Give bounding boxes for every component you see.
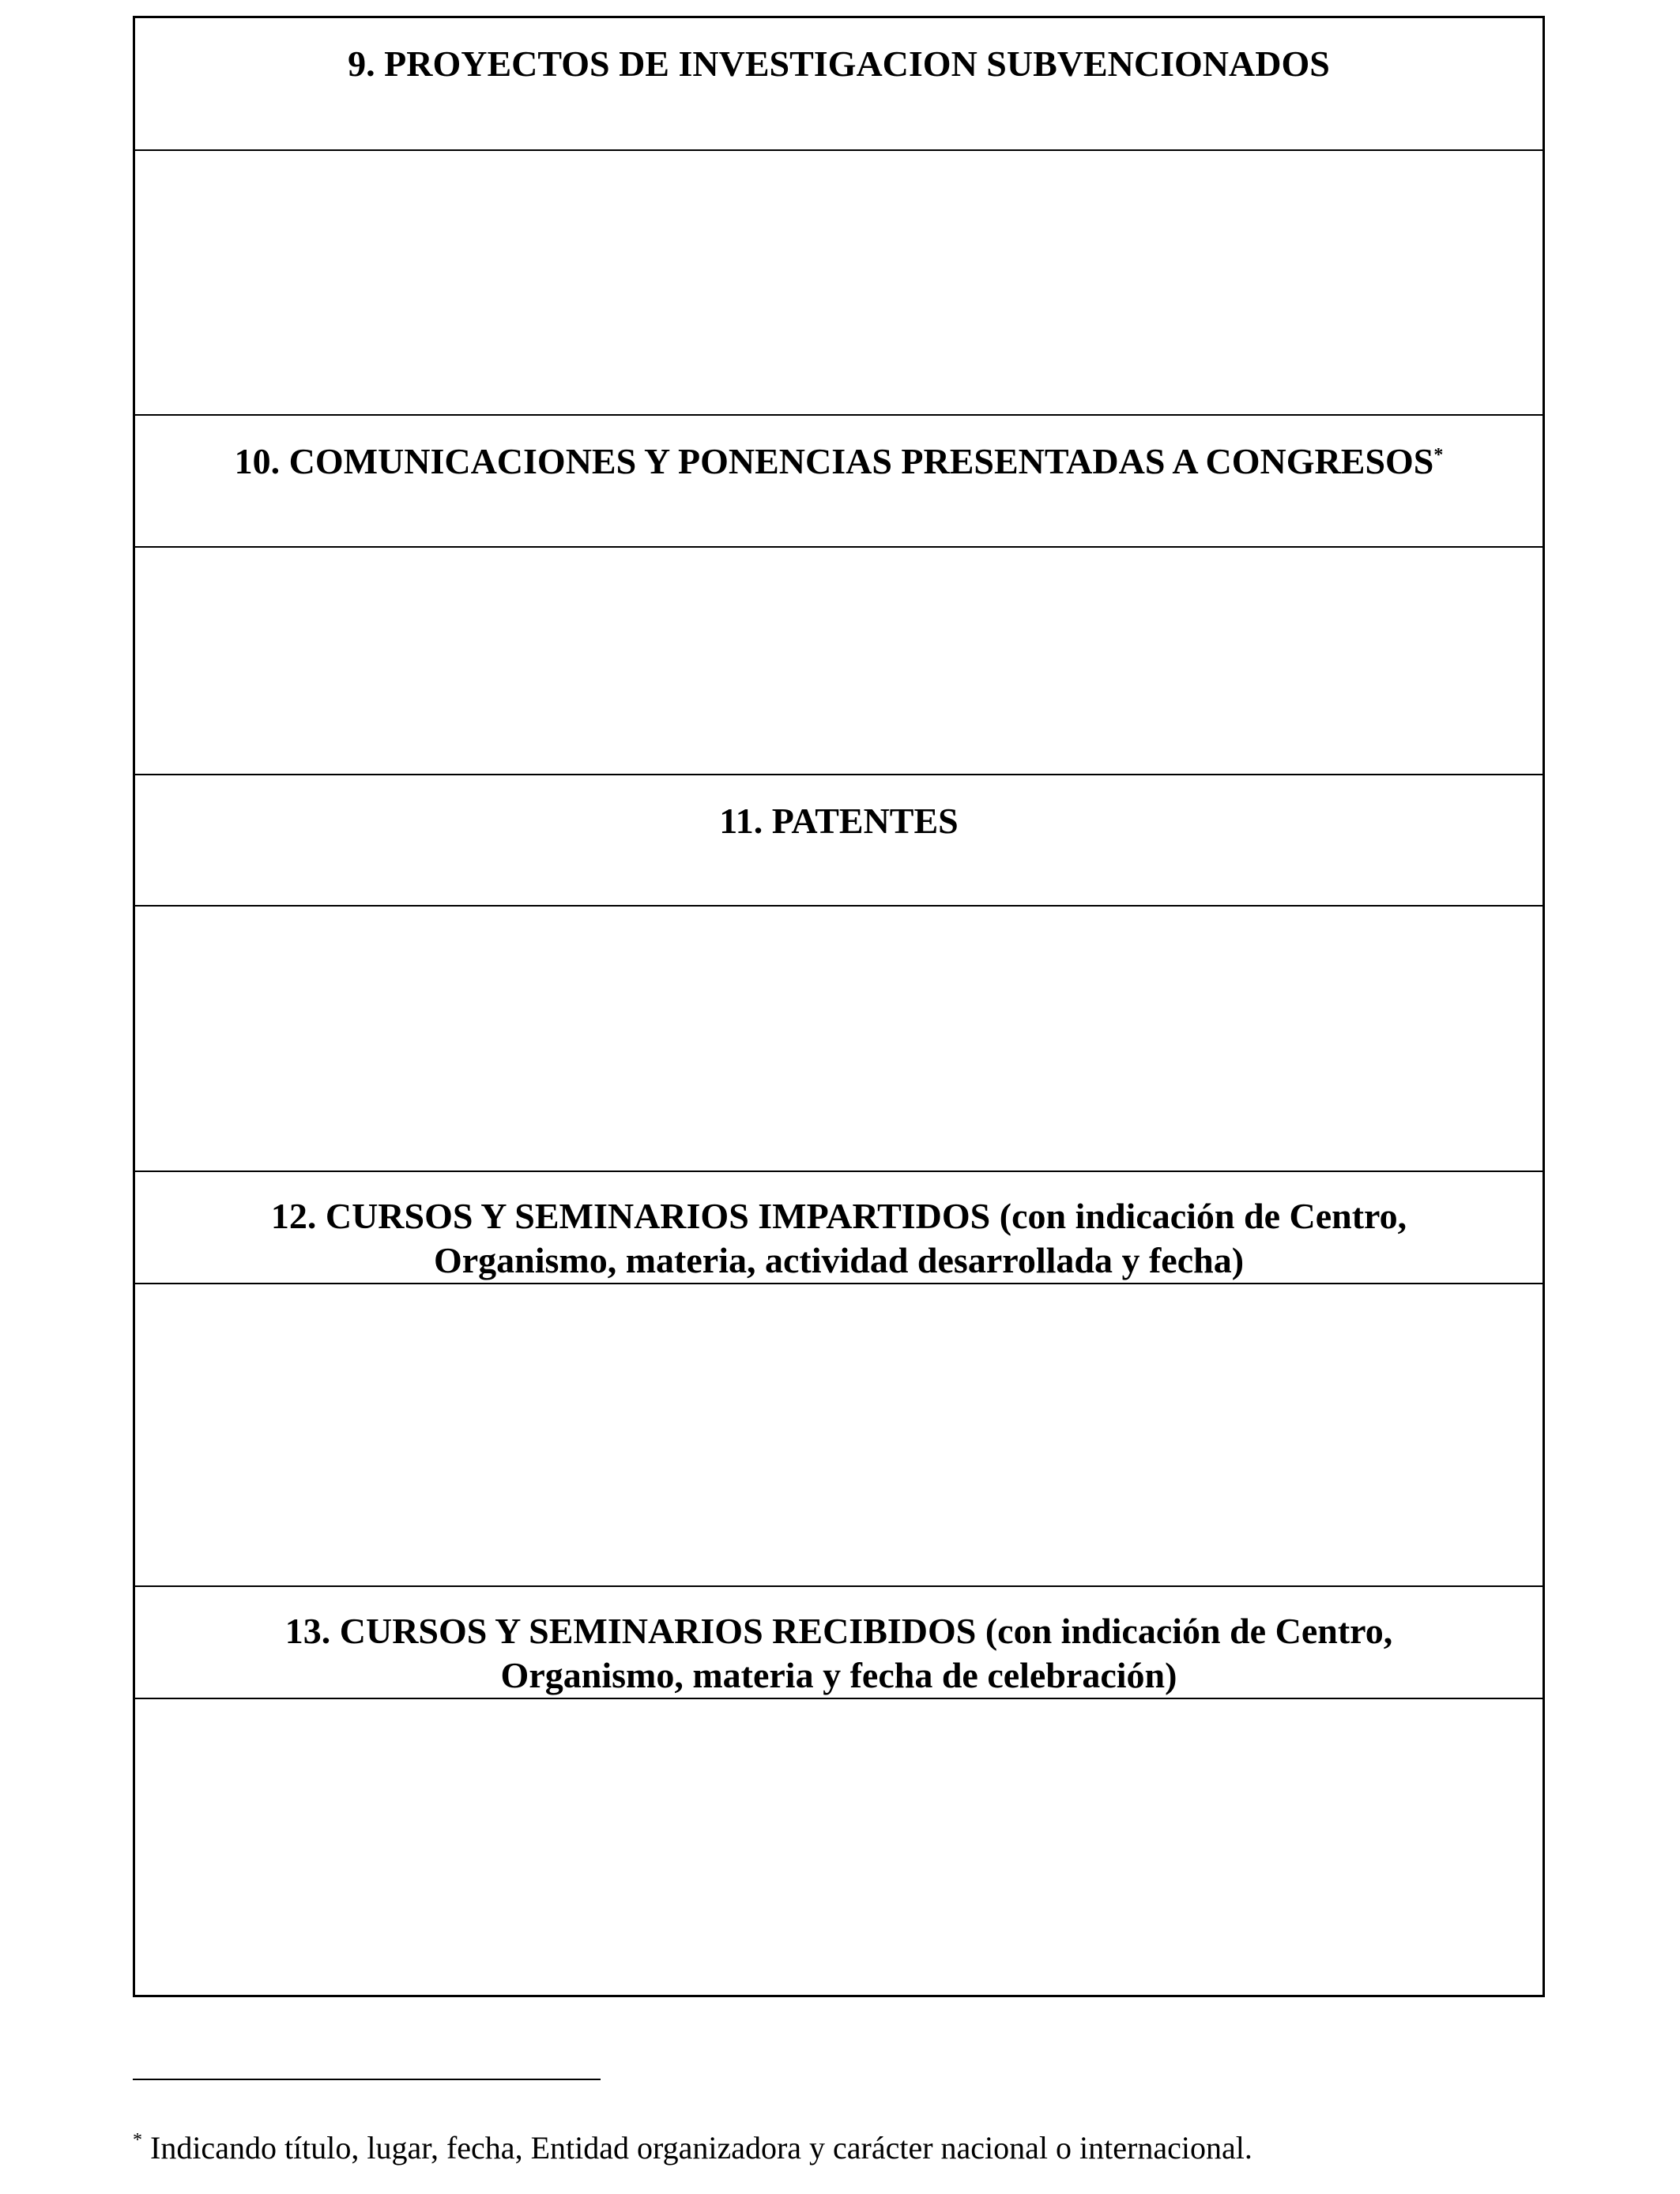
section-12-entry-area[interactable] xyxy=(135,1284,1543,1587)
section-11-title: 11. PATENTES xyxy=(719,801,959,841)
section-13-entry-area[interactable] xyxy=(135,1699,1543,1995)
footnote-marker: * xyxy=(133,2130,142,2151)
section-12-heading xyxy=(135,1172,1543,1284)
footnote-separator xyxy=(133,2079,601,2080)
section-13-heading xyxy=(135,1587,1543,1699)
section-12-title-line-2: Organismo, materia, actividad desarrollada y fecha) xyxy=(433,1240,1245,1280)
section-9-title: 9. PROYECTOS DE INVESTIGACION SUBVENCIONADOS xyxy=(348,43,1330,84)
section-11-entry-area[interactable] xyxy=(135,907,1543,1172)
section-12-title-line-1: 12. CURSOS Y SEMINARIOS IMPARTIDOS (con indicación de Centro, xyxy=(270,1196,1407,1236)
footnote xyxy=(133,2128,1252,2168)
section-13-title-line-1: 13. CURSOS Y SEMINARIOS RECIBIDOS (con indicación de Centro, xyxy=(284,1611,1393,1651)
footnote-text: Indicando título, lugar, fecha, Entidad organizadora y carácter nacional o internacional. xyxy=(142,2130,1252,2166)
section-13-title-line-2: Organismo, materia y fecha de celebración) xyxy=(500,1655,1177,1695)
section-10-title: 10. COMUNICACIONES Y PONENCIAS PRESENTADAS A CONGRESOS xyxy=(234,441,1434,481)
cv-form-table xyxy=(133,16,1545,1997)
section-10-footnote-marker: * xyxy=(1433,445,1444,466)
section-9-entry-area[interactable] xyxy=(135,151,1543,416)
section-9-heading xyxy=(135,18,1543,151)
section-11-heading xyxy=(135,775,1543,907)
section-10-entry-area[interactable] xyxy=(135,548,1543,775)
section-10-heading xyxy=(135,416,1543,548)
